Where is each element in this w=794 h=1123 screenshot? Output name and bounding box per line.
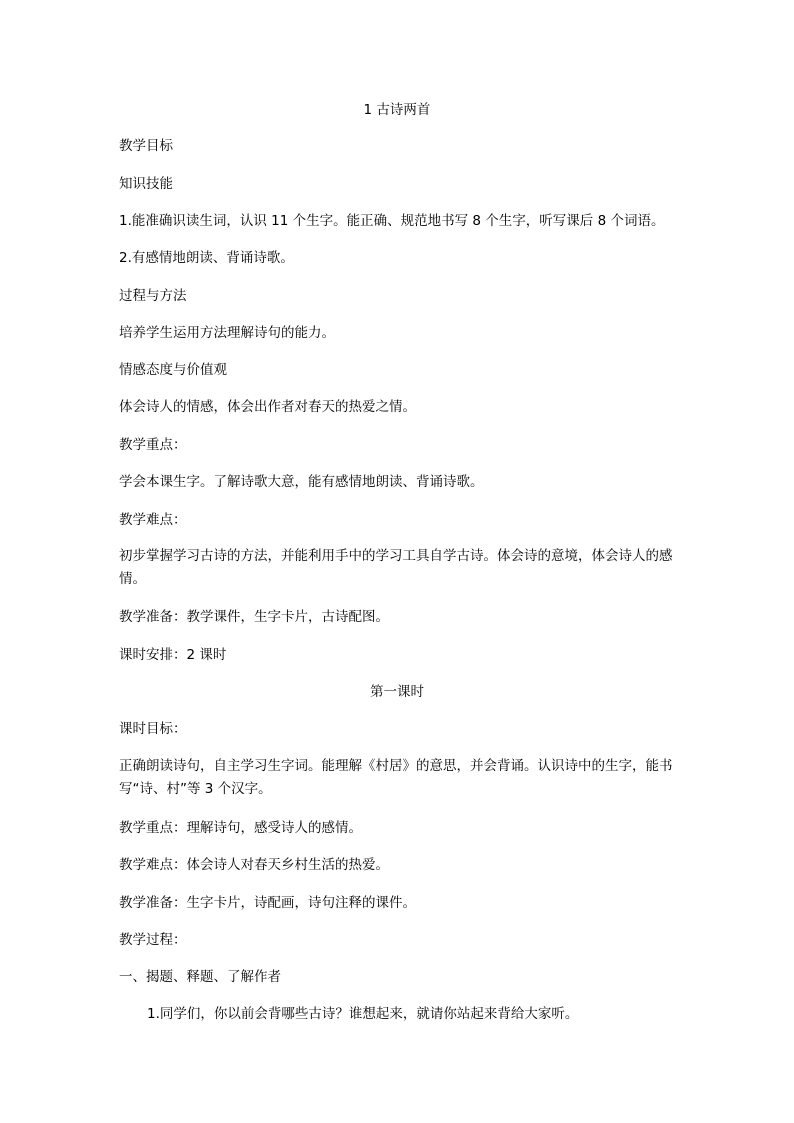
paragraph-lesson-difficult-points: 教学难点：体会诗人对春天乡村生活的热爱。: [119, 857, 389, 873]
paragraph-lesson-goals: 正确朗读诗句，自主学习生字词。能理解《村居》的意思，并会背诵。认识诗中的生字，能书写“诗、村”等 3 个汉字。: [119, 758, 673, 797]
paragraph-step-1-item-1: 1.同学们，你以前会背哪些古诗？谁想起来，就请你站起来背给大家听。: [147, 1006, 579, 1022]
paragraph-preparation: 教学准备：教学课件，生字卡片，古诗配图。: [119, 609, 389, 625]
paragraph-goal-2: 2.有感情地朗读、背诵诗歌。: [119, 250, 294, 266]
paragraph-process: 培养学生运用方法理解诗句的能力。: [119, 325, 335, 341]
document-title: 1 古诗两首: [363, 102, 431, 118]
section-title: 第一课时: [370, 684, 424, 700]
heading-process-methods: 过程与方法: [119, 288, 187, 304]
heading-step-1: 一、揭题、释题、了解作者: [119, 969, 281, 985]
paragraph-key-points: 学会本课生字。了解诗歌大意，能有感情地朗读、背诵诗歌。: [119, 474, 484, 490]
paragraph-lesson-preparation: 教学准备：生字卡片，诗配画，诗句注释的课件。: [119, 895, 416, 911]
heading-teaching-goals: 教学目标: [119, 138, 173, 154]
heading-teaching-process: 教学过程：: [119, 932, 187, 948]
paragraph-emotion: 体会诗人的情感，体会出作者对春天的热爱之情。: [119, 399, 416, 415]
paragraph-difficult-points: 初步掌握学习古诗的方法，并能利用手中的学习工具自学古诗。体会诗的意境，体会诗人的感情。: [119, 548, 673, 587]
heading-lesson-goals: 课时目标：: [119, 721, 187, 737]
heading-key-points: 教学重点：: [119, 437, 187, 453]
paragraph-goal-1: 1.能准确识读生词，认识 11 个生字。能正确、规范地书写 8 个生字，听写课后 8 个词语。: [119, 213, 665, 229]
heading-difficult-points: 教学难点：: [119, 512, 187, 528]
heading-emotion-values: 情感态度与价值观: [119, 362, 227, 378]
heading-knowledge-skills: 知识技能: [119, 176, 173, 192]
paragraph-schedule: 课时安排：2 课时: [119, 647, 227, 663]
paragraph-lesson-key-points: 教学重点：理解诗句，感受诗人的感情。: [119, 820, 362, 836]
